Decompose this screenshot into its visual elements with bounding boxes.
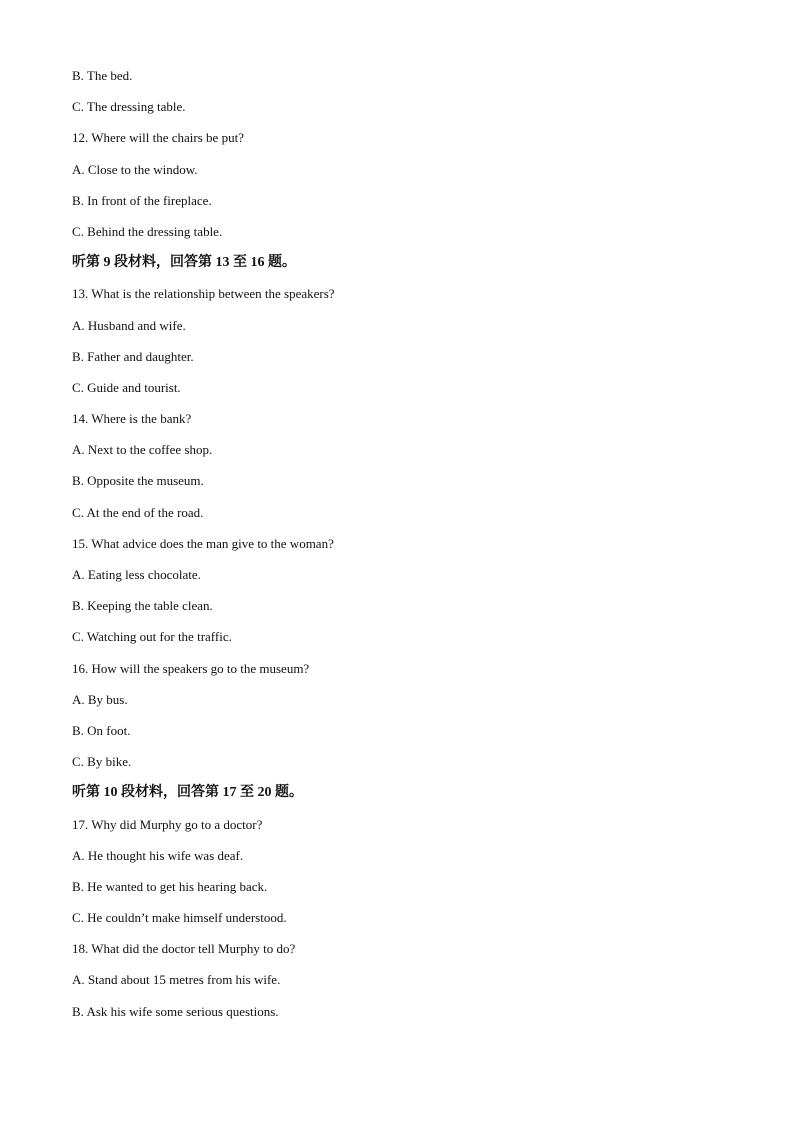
option-line: B. Keeping the table clean. [72, 598, 213, 614]
question-line: 15. What advice does the man give to the woman? [72, 535, 334, 551]
question-line: 14. Where is the bank? [72, 411, 192, 427]
option-line: A. Eating less chocolate. [72, 567, 201, 582]
option-line: B. Opposite the museum. [72, 473, 204, 489]
option-line: A. Stand about 15 metres from his wife. [72, 972, 281, 988]
option-line: B. He wanted to get his hearing back. [72, 878, 268, 894]
section-heading: 听第 9 段材料，回答第 13 至 16 题。 [72, 255, 296, 271]
option-line: A. He thought his wife was deaf. [72, 847, 244, 863]
option-line: C. At the end of the road. [72, 504, 204, 520]
option-line: B. The bed. [72, 68, 133, 83]
question-line: 17. Why did Murphy go to a doctor? [72, 816, 263, 832]
question-line: 18. What did the doctor tell Murphy to do? [72, 941, 296, 957]
option-line: C. Behind the dressing table. [72, 223, 223, 239]
section-heading: 听第 10 段材料，回答第 17 至 20 题。 [72, 785, 303, 801]
option-line: A. Next to the coffee shop. [72, 442, 213, 458]
question-line: 12. Where will the chairs be put? [72, 130, 244, 146]
option-line: A. Husband and wife. [72, 317, 186, 333]
question-line: 13. What is the relationship between the speakers? [72, 286, 335, 302]
question-line: 16. How will the speakers go to the museum? [72, 660, 310, 676]
document-page [72, 66, 732, 1033]
option-line: B. Father and daughter. [72, 348, 194, 364]
option-line: C. He couldn’t make himself understood. [72, 910, 287, 926]
option-line: C. By bike. [72, 754, 132, 770]
option-line: C. The dressing table. [72, 99, 186, 115]
option-line: B. In front of the fireplace. [72, 192, 212, 208]
option-line: C. Guide and tourist. [72, 379, 181, 395]
option-line: B. On foot. [72, 722, 131, 738]
option-line: C. Watching out for the traffic. [72, 629, 232, 645]
option-line: B. Ask his wife some serious questions. [72, 1003, 279, 1019]
option-line: A. By bus. [72, 691, 128, 707]
option-line: A. Close to the window. [72, 161, 198, 177]
